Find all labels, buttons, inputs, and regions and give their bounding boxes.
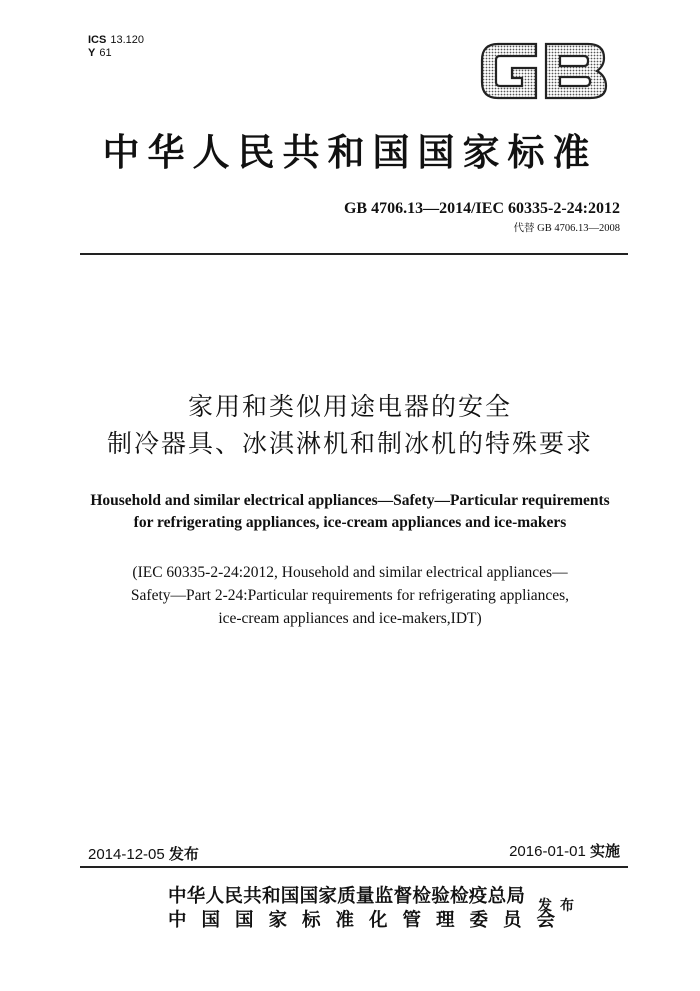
issuer-line2: 中国国家标准化管理委员会 [168,910,571,931]
issue-date-value: 2014-12-05 [88,846,165,863]
gb-logo [476,36,612,106]
issuer-line1: 中华人民共和国国家质量监督检验检疫总局 [168,886,526,907]
standard-number-value: 4706.13—2014/IEC 60335-2-24:2012 [371,200,620,217]
issue-date-label: 发布 [168,845,199,863]
top-divider [80,253,628,255]
chinese-title-line2: 制冷器具、冰淇淋机和制冰机的特殊要求 [106,429,593,458]
classification-codes [88,34,144,60]
iec-reference-line3: ice-cream appliances and ice-makers,IDT) [218,610,482,627]
bottom-divider [80,866,628,868]
iec-reference-line2: Safety—Part 2-24:Particular requirements for refrigerating appliances, [130,587,570,604]
english-title-line1: Household and similar electrical appliances—Safety—Particular requirements [90,492,610,509]
chinese-title-line1: 家用和类似用途电器的安全 [187,392,512,421]
issue-date [88,843,199,864]
effective-date-label: 实施 [589,842,620,860]
svg-text:GB: GB [543,104,545,105]
gb-logo-icon [476,36,612,106]
standard-number-prefix: GB [343,200,368,217]
replaces-note: 代替 GB 4706.13—2008 [513,223,620,234]
effective-date-value: 2016-01-01 [509,843,586,860]
effective-date [509,840,620,861]
class-code: Y 61 [88,47,112,59]
english-title-line2: for refrigerating appliances, ice-cream appliances and ice-makers [133,514,567,531]
iec-reference-line1: (IEC 60335-2-24:2012, Household and similar electrical appliances— [132,564,568,581]
ics-code: ICS 13.120 [88,34,144,46]
publish-label: 发布 [538,898,582,914]
standard-number [344,200,620,218]
standard-type-title: 中华人民共和国国家标准 [102,130,598,174]
